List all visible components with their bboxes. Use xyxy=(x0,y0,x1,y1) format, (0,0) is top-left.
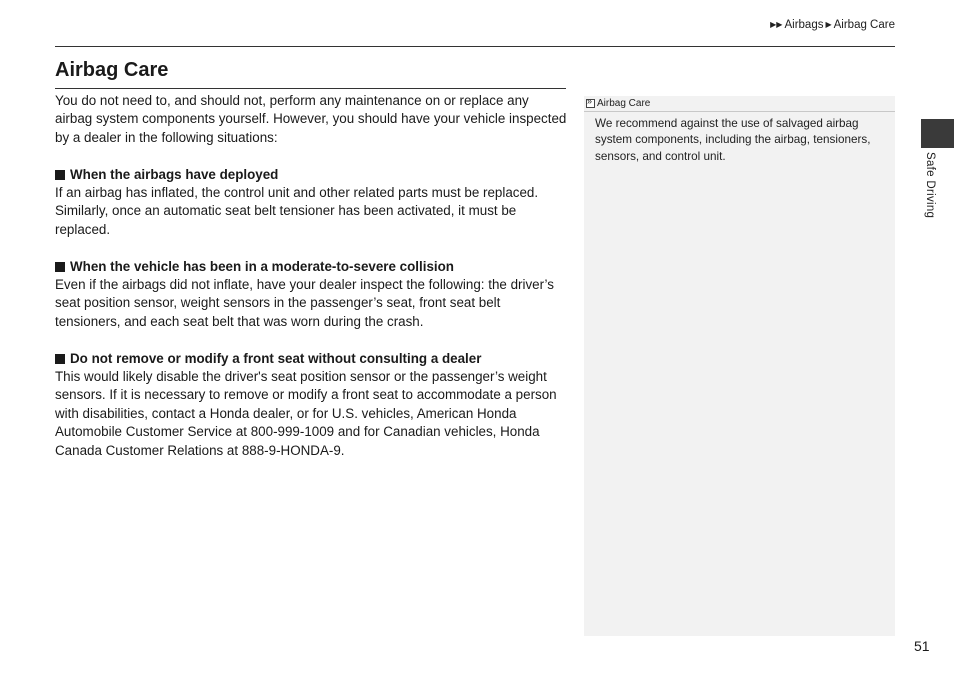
section-tab[interactable] xyxy=(921,119,954,148)
reference-icon xyxy=(586,99,595,108)
section-heading xyxy=(55,258,567,276)
intro-paragraph: You do not need to, and should not, perform any maintenance on or replace any airbag system components yourself. However, you should have your vehicle inspected by a dealer in the following situations: xyxy=(55,93,567,145)
breadcrumb-item-airbags[interactable]: Airbags xyxy=(784,19,824,31)
page-number: 51 xyxy=(914,638,930,654)
section-heading xyxy=(55,166,567,184)
square-bullet-icon xyxy=(55,170,65,180)
section-heading-text: Do not remove or modify a front seat without consulting a dealer xyxy=(70,350,482,366)
section-heading xyxy=(55,350,567,368)
section-collision xyxy=(55,258,567,332)
square-bullet-icon xyxy=(55,354,65,364)
section-heading-text: When the airbags have deployed xyxy=(70,166,279,182)
side-note-panel xyxy=(584,96,895,636)
title-divider xyxy=(55,88,566,89)
section-deployed xyxy=(55,166,567,240)
section-tab-label[interactable]: Safe Driving xyxy=(924,152,936,219)
side-note-title[interactable]: Airbag Care xyxy=(597,98,651,109)
section-body: If an airbag has inflated, the control unit and other related parts must be replaced. Similarly, once an automatic seat belt tensioner has been activated, it must be replaced. xyxy=(55,185,539,237)
page-title: Airbag Care xyxy=(55,59,169,81)
double-arrow-icon: ▶▶ xyxy=(770,20,783,29)
section-body: This would likely disable the driver's seat position sensor or the passenger’s weight sensors. If it is necessary to remove or modify a front seat to accommodate a person with disabilities, contact a Honda dealer, or for U.S. vehicles, American Honda Automobile Customer Service at 800-999-1009 and for Canadian vehicles, Honda Canada Customer Relations at 888-9-HONDA-9. xyxy=(55,369,557,458)
section-heading-text: When the vehicle has been in a moderate-to-severe collision xyxy=(70,258,454,274)
arrow-icon: ▶ xyxy=(825,20,832,29)
square-bullet-icon xyxy=(55,262,65,272)
breadcrumb-item-airbag-care[interactable]: Airbag Care xyxy=(833,19,895,31)
main-content xyxy=(55,92,567,478)
header-divider xyxy=(55,46,895,47)
side-note-header xyxy=(584,96,895,112)
section-body: Even if the airbags did not inflate, have your dealer inspect the following: the driver’s seat position sensor, weight sensors in the passenger’s seat, front seat belt tensioners, and each seat belt that was worn during the crash. xyxy=(55,277,554,329)
breadcrumb xyxy=(770,19,895,31)
side-note-body: We recommend against the use of salvaged airbag system components, including the airbag, tensioners, sensors, and control unit. xyxy=(595,117,871,163)
section-front-seat xyxy=(55,350,567,460)
